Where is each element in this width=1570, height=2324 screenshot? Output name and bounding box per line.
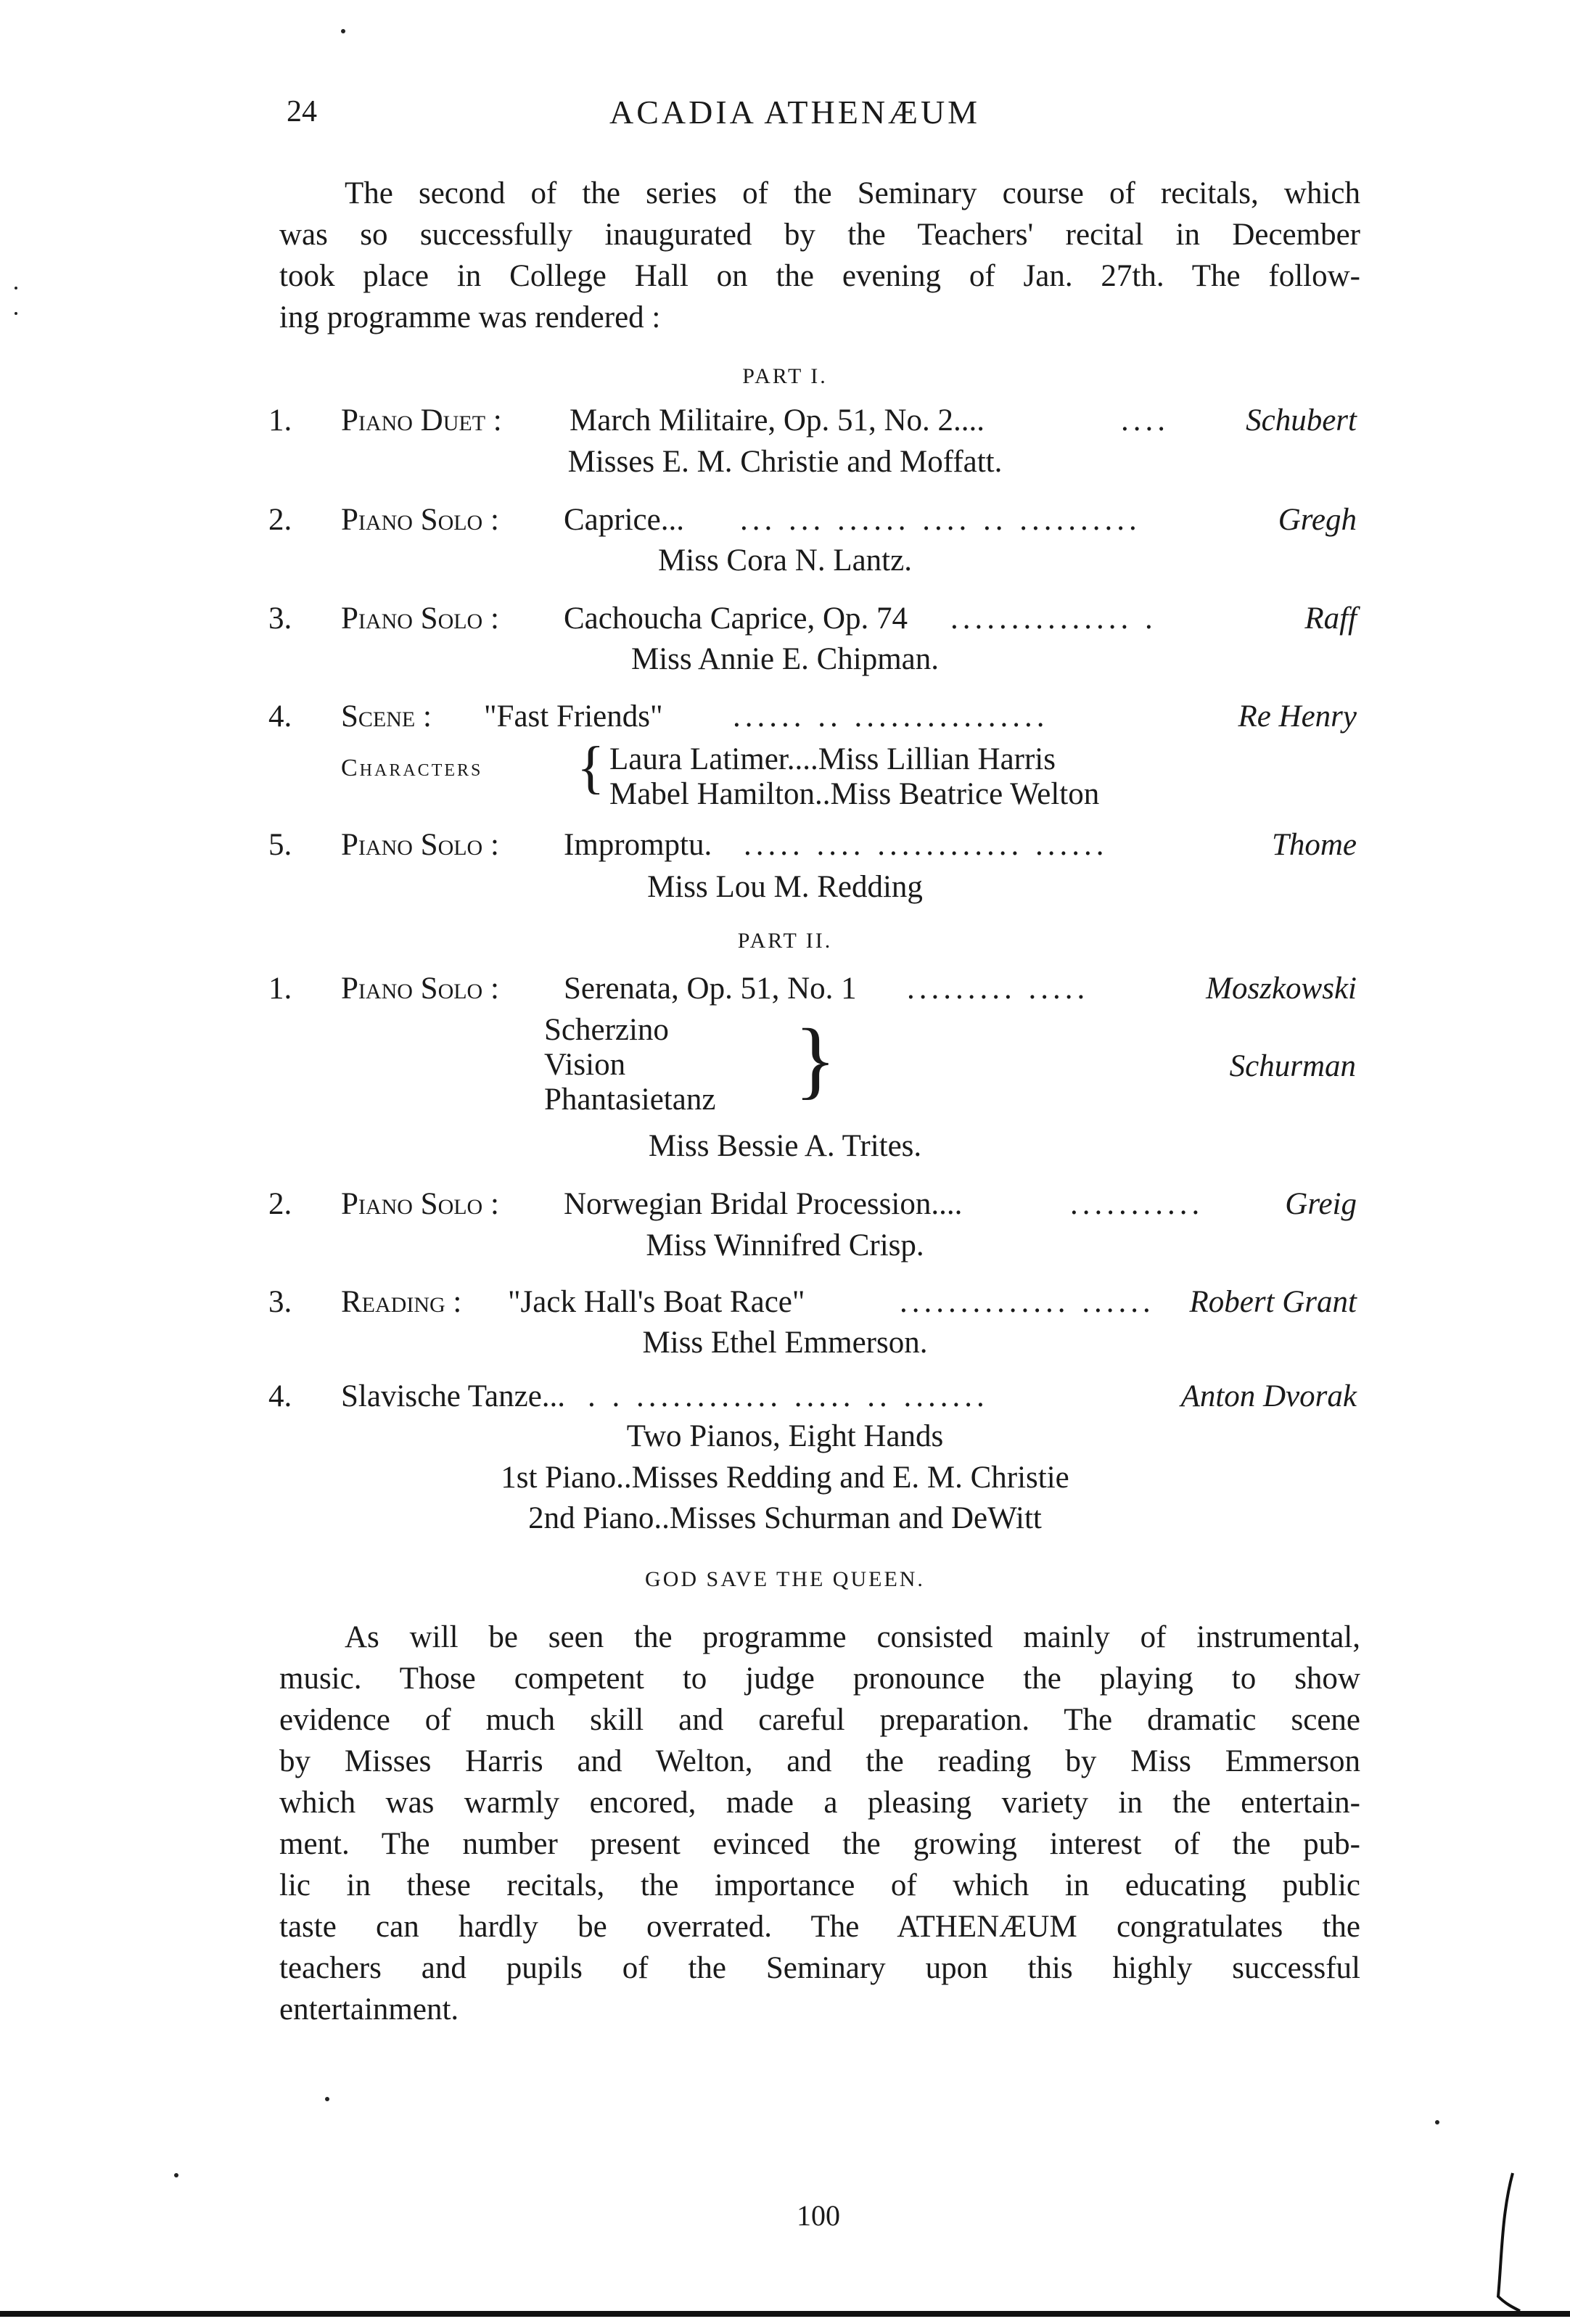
intro-line: The second of the series of the Seminary course of recitals, which <box>345 176 1360 210</box>
item-performer: Miss Bessie A. Trites. <box>648 1129 922 1163</box>
item-number: 1. <box>268 972 292 1006</box>
item-number: 3. <box>268 601 292 636</box>
item-number: 2. <box>268 1187 292 1221</box>
running-title: ACADIA ATHENÆUM <box>609 94 981 131</box>
program-item <box>268 1379 1357 1419</box>
right-brace: } <box>794 1011 837 1107</box>
scan-speck <box>341 29 345 33</box>
conclusion-line: entertainment. <box>279 1992 459 2027</box>
item-title: "Jack Hall's Boat Race" <box>508 1285 805 1319</box>
item-number: 4. <box>268 1379 292 1413</box>
characters-label: Characters <box>341 755 483 781</box>
sub-piece: Phantasietanz <box>544 1083 716 1117</box>
item-label: Piano Solo : <box>341 601 499 636</box>
conclusion-line: As will be seen the programme consisted mainly of instrumental, <box>345 1620 1360 1654</box>
left-brace: { <box>577 736 605 800</box>
program-item <box>268 1284 1357 1325</box>
item-composer: Gregh <box>1278 503 1357 537</box>
part-one-heading: PART I. <box>742 364 828 388</box>
item-performer: Miss Annie E. Chipman. <box>630 642 940 676</box>
intro-line: took place in College Hall on the evening of Jan. 27th. The follow- <box>279 259 1360 293</box>
leader-dots: ........... <box>1070 1187 1204 1221</box>
leader-dots: ... ... ...... .... .. .......... <box>740 503 1141 537</box>
character-line: Mabel Hamilton..Miss Beatrice Welton <box>609 777 1100 811</box>
item-title: "Fast Friends" <box>484 699 663 734</box>
leader-dots: .... <box>1121 403 1170 438</box>
item-label: Piano Solo : <box>341 503 499 537</box>
leader-dots: .............. ...... <box>900 1285 1155 1319</box>
conclusion-line: evidence of much skill and careful preparation. The dramatic scene <box>279 1703 1360 1737</box>
item-label: Piano Solo : <box>341 828 499 862</box>
folio-number: 100 <box>797 2199 840 2232</box>
program-item <box>268 1186 1357 1227</box>
leader-dots: ......... ..... <box>907 972 1090 1006</box>
item-title: Caprice... <box>564 503 684 537</box>
scan-speck <box>1435 2120 1439 2124</box>
item-number: 1. <box>268 403 292 438</box>
item-composer: Greig <box>1285 1187 1357 1221</box>
scan-speck <box>15 312 17 315</box>
conclusion-line: ment. The number present evinced the growing interest of the pub- <box>279 1827 1360 1861</box>
part-two-heading: PART II. <box>737 929 833 953</box>
piano-line: 2nd Piano..Misses Schurman and DeWitt <box>528 1501 1042 1535</box>
item-performer: Miss Cora N. Lantz. <box>658 543 912 578</box>
item-label: Piano Solo : <box>341 1187 499 1221</box>
item-label: Reading : <box>341 1285 462 1319</box>
item-number: 5. <box>268 828 292 862</box>
item-composer: Raff <box>1304 601 1357 636</box>
conclusion-line: teachers and pupils of the Seminary upon this highly successful <box>279 1951 1360 1985</box>
conclusion-line: by Misses Harris and Welton, and the reading by Miss Emmerson <box>279 1744 1360 1778</box>
intro-paragraph <box>279 173 1360 338</box>
leader-dots: ...... .. ................ <box>733 699 1049 734</box>
item-composer: Schubert <box>1246 403 1357 438</box>
item-performer: Miss Ethel Emmerson. <box>642 1326 928 1360</box>
leader-dots: ..... .... ............ ...... <box>744 828 1109 862</box>
item-label: Scene : <box>341 699 432 734</box>
item-composer: Re Henry <box>1238 699 1357 734</box>
item-label: Piano Solo : <box>341 972 499 1006</box>
program-item <box>268 403 1357 443</box>
item-composer: Anton Dvorak <box>1180 1379 1357 1413</box>
scan-speck <box>325 2097 329 2101</box>
conclusion-line: lic in these recitals, the importance of which in educating public <box>279 1868 1360 1902</box>
intro-line: was so successfully inaugurated by the Teachers' recital in December <box>279 218 1360 252</box>
item-composer: Robert Grant <box>1189 1285 1357 1319</box>
item-title: Impromptu. <box>564 828 712 862</box>
page-bottom-edge <box>0 2311 1570 2317</box>
conclusion-paragraph <box>279 1617 1360 2030</box>
closing-line: GOD SAVE THE QUEEN. <box>645 1567 925 1591</box>
page-edge-curl <box>1480 2169 1524 2315</box>
item-title: Cachoucha Caprice, Op. 74 <box>564 601 908 636</box>
program-item <box>268 827 1357 868</box>
item-title: March Militaire, Op. 51, No. 2.... <box>570 403 985 438</box>
item-composer: Moszkowski <box>1206 972 1357 1006</box>
item-performer: Miss Lou M. Redding <box>647 870 923 904</box>
item-performer: Two Pianos, Eight Hands <box>626 1419 944 1453</box>
program-item <box>268 502 1357 543</box>
item-title: Serenata, Op. 51, No. 1 <box>564 972 857 1006</box>
conclusion-line: taste can hardly be overrated. The ATHENÆUM congratulates the <box>279 1910 1360 1944</box>
intro-line: ing programme was rendered : <box>279 300 661 334</box>
program-item <box>268 699 1357 739</box>
leader-dots: . . ............ ..... .. ....... <box>588 1379 989 1413</box>
piano-line: 1st Piano..Misses Redding and E. M. Christie <box>501 1461 1069 1495</box>
program-item <box>268 601 1357 641</box>
conclusion-line: music. Those competent to judge pronounce the playing to show <box>279 1662 1360 1696</box>
scan-speck <box>15 287 17 290</box>
item-number: 2. <box>268 503 292 537</box>
sub-piece: Scherzino <box>544 1013 669 1047</box>
program-item <box>268 971 1357 1011</box>
item-number: 4. <box>268 699 292 734</box>
scan-speck <box>174 2173 178 2177</box>
conclusion-line: which was warmly encored, made a pleasing variety in the entertain- <box>279 1786 1360 1820</box>
sub-piece: Vision <box>544 1048 626 1082</box>
item-composer: Thome <box>1271 828 1357 862</box>
item-title: Norwegian Bridal Procession.... <box>564 1187 963 1221</box>
character-line: Laura Latimer....Miss Lillian Harris <box>609 742 1056 776</box>
item-label: Piano Duet : <box>341 403 502 438</box>
item-performer: Miss Winnifred Crisp. <box>646 1228 924 1262</box>
item-performer: Misses E. M. Christie and Moffatt. <box>567 445 1003 479</box>
leader-dots: ............... . <box>950 601 1157 636</box>
item-title: Slavische Tanze... <box>341 1379 566 1413</box>
page-number: 24 <box>287 95 317 128</box>
item-number: 3. <box>268 1285 292 1319</box>
sub-composer: Schurman <box>1229 1049 1356 1083</box>
